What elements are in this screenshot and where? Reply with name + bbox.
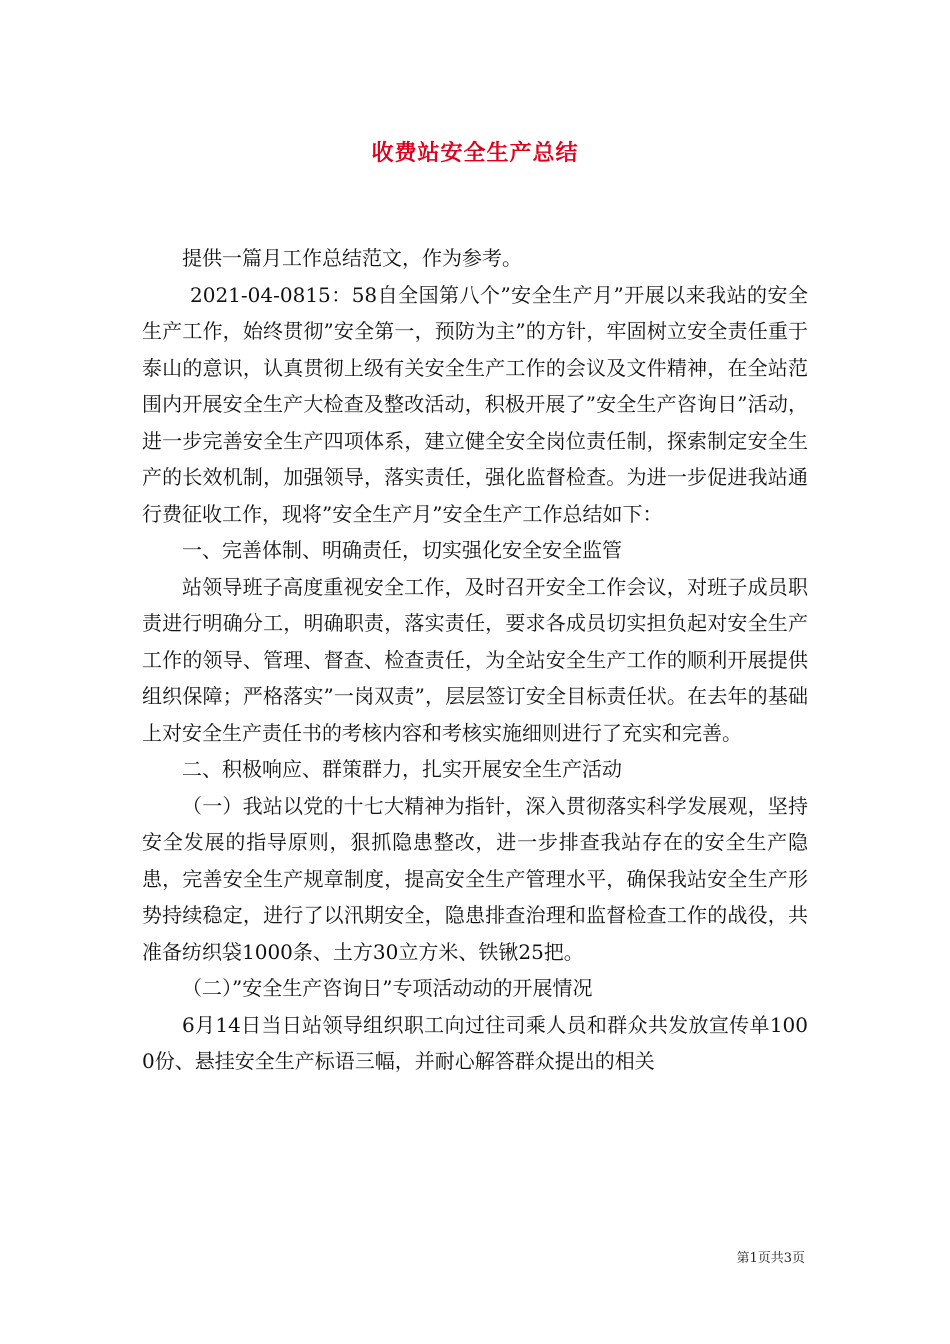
page-number: 第1页共3页 bbox=[736, 1251, 805, 1266]
paragraph-overview: 2021-04-0815：58自全国第八个”安全生产月”开展以来我站的安全生产工作，始终贯彻”安全第一，预防为主”的方针，牢固树立安全责任重于泰山的意识，认真贯彻上级有关安全生产工作的会议及文件精神，在全站范围内开展安全生产大检查及整改活动，积极开展了”安全生产咨询日”活动，进一步完善安全生产四项体系，建立健全安全岗位责任制，探索制定安全生产的长效机制，加强领导，落实责任，强化监督检查。为进一步促进我站通行费征收工作，现将”安全生产月”安全生产工作总结如下： bbox=[142, 282, 808, 526]
page-title: 收费站安全生产总结 bbox=[371, 140, 579, 166]
paragraph-section-1: 站领导班子高度重视安全工作，及时召开安全工作会议，对班子成员职责进行明确分工，明确职责，落实责任，要求各成员切实担负起对安全生产工作的领导、管理、督查、检查责任，为全站安全生产工作的顺利开展提供组织保障；严格落实”一岗双责”，层层签订安全目标责任状。在去年的基础上对安全生产责任书的考核内容和考核实施细则进行了充实和完善。 bbox=[142, 574, 808, 745]
document-body bbox=[142, 240, 808, 1080]
section-heading-1: 一、完善体制、明确责任，切实强化安全安全监管 bbox=[182, 538, 622, 562]
paragraph-subsection-1: （一）我站以党的十七大精神为指针，深入贯彻落实科学发展观，坚持安全发展的指导原则，狠抓隐患整改，进一步排查我站存在的安全生产隐患，完善安全生产规章制度，提高安全生产管理水平，确保我站安全生产形势持续稳定，进行了以汛期安全，隐患排查治理和监督检查工作的战役，共准备纺织袋1000条、土方30立方米、铁锹25把。 bbox=[142, 793, 808, 964]
section-heading-2: 二、积极响应、群策群力，扎实开展安全生产活动 bbox=[182, 757, 622, 781]
paragraph-subsection-2: 6月14日当日站领导组织职工向过往司乘人员和群众共发放宣传单1000份、悬挂安全生产标语三幅，并耐心解答群众提出的相关 bbox=[142, 1012, 808, 1073]
subsection-heading-2: （二）”安全生产咨询日”专项活动动的开展情况 bbox=[182, 976, 593, 1000]
paragraph-intro: 提供一篇月工作总结范文，作为参考。 bbox=[182, 246, 522, 270]
